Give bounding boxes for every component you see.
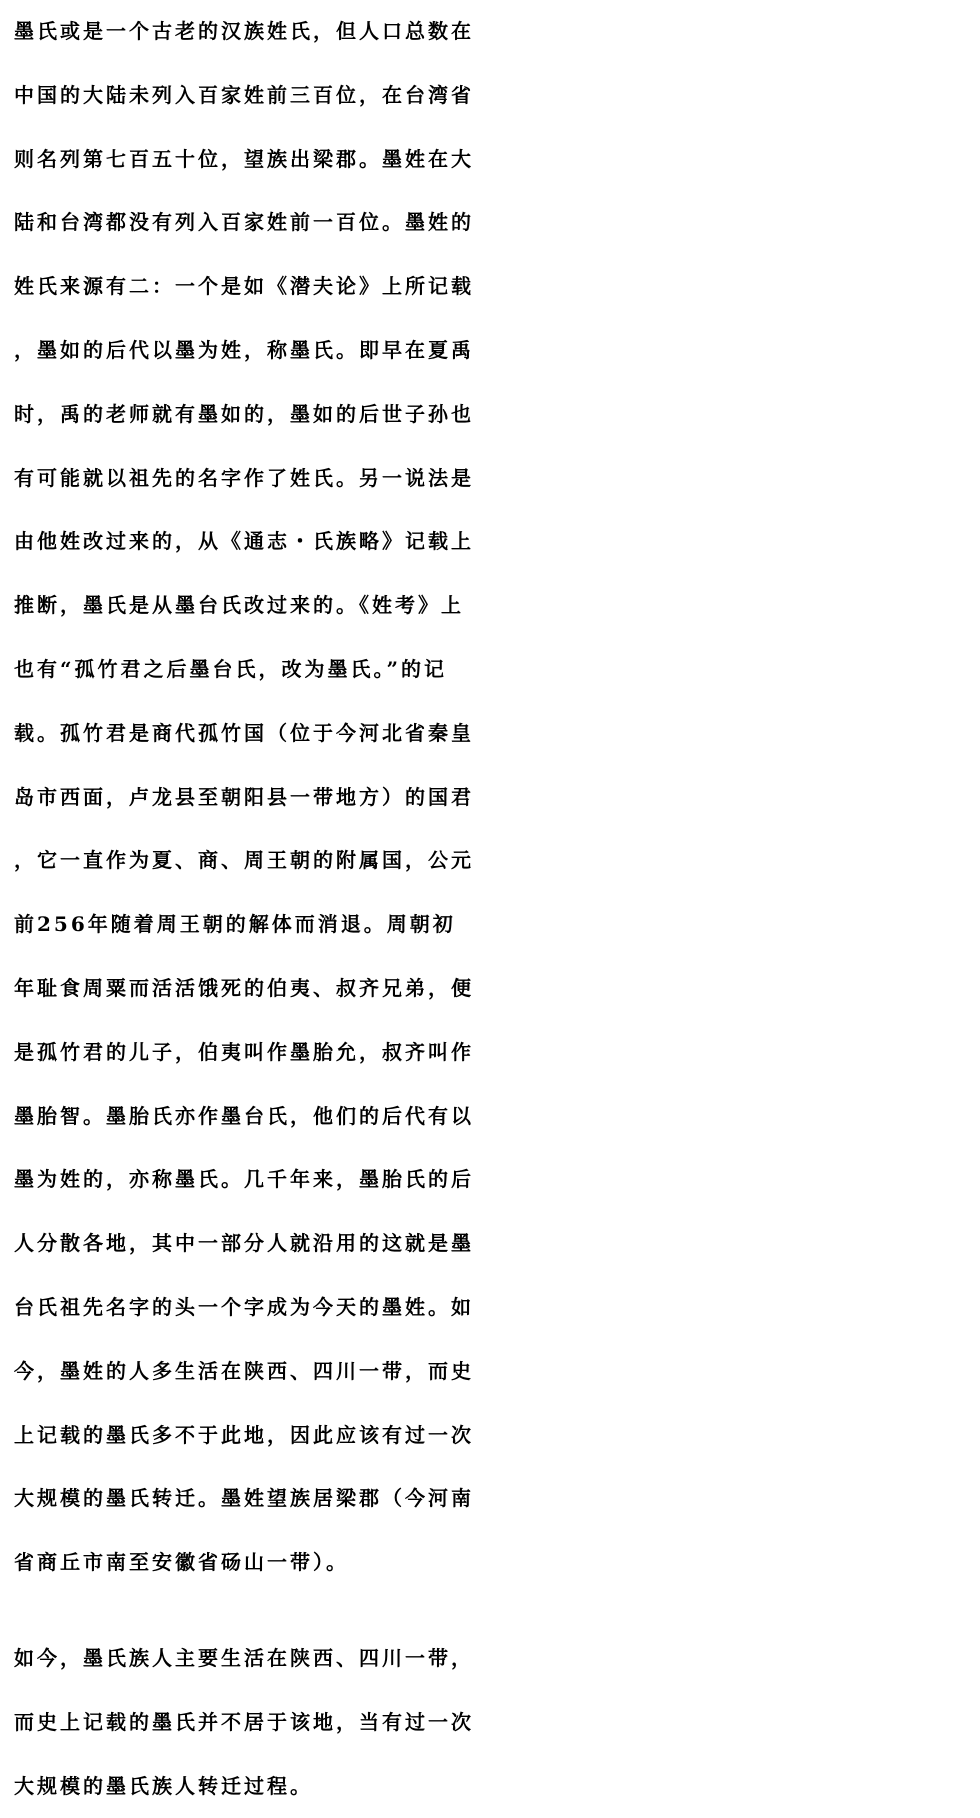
text-line: 前256年随着周王朝的解体而消退。周朝初 xyxy=(14,912,456,937)
text-line: 岛市西面，卢龙县至朝阳县一带地方）的国君 xyxy=(14,784,474,809)
text-line: 陆和台湾都没有列入百家姓前一百位。墨姓的 xyxy=(14,210,474,235)
text-line: 墨氏或是一个古老的汉族姓氏，但人口总数在 xyxy=(14,19,474,43)
text-line: 人分散各地，其中一部分人就沿用的这就是墨 xyxy=(14,1231,474,1256)
text-line: 有可能就以祖先的名字作了姓氏。另一说法是 xyxy=(14,465,474,490)
text-line: 中国的大陆未列入百家姓前三百位，在台湾省 xyxy=(14,82,474,107)
text-line: 姓氏来源有二：一个是如《潜夫论》上所记载 xyxy=(14,274,474,299)
paragraph-origin xyxy=(14,0,974,1595)
text-line: 是孤竹君的儿子，伯夷叫作墨胎允，叔齐叫作 xyxy=(14,1039,474,1064)
text-line: 时，禹的老师就有墨如的，墨如的后世子孙也 xyxy=(14,401,474,426)
text-line: ，墨如的后代以墨为姓，称墨氏。即早在夏禹 xyxy=(14,337,474,362)
text-line: 年耻食周粟而活活饿死的伯夷、叔齐兄弟，便 xyxy=(14,975,474,1000)
text-line: 也有“孤竹君之后墨台氏，改为墨氏。”的记 xyxy=(14,656,448,681)
text-line: 推断，墨氏是从墨台氏改过来的。《姓考》上 xyxy=(14,593,464,618)
text-line: 墨胎智。墨胎氏亦作墨台氏，他们的后代有以 xyxy=(14,1103,474,1128)
text-line: 如今，墨氏族人主要生活在陕西、四川一带， xyxy=(14,1646,474,1670)
text-line: 大规模的墨氏族人转迁过程。 xyxy=(14,1773,313,1798)
text-line: 大规模的墨氏转迁。墨姓望族居梁郡（今河南 xyxy=(14,1486,474,1511)
text-line: 台氏祖先名字的头一个字成为今天的墨姓。如 xyxy=(14,1294,474,1319)
text-line: 省商丘市南至安徽省砀山一带）。 xyxy=(14,1550,349,1575)
text-line: 今，墨姓的人多生活在陕西、四川一带，而史 xyxy=(14,1358,474,1383)
text-line: 上记载的墨氏多不于此地，因此应该有过一次 xyxy=(14,1422,474,1447)
paragraph-current-distribution xyxy=(14,1627,974,1818)
text-line: 墨为姓的，亦称墨氏。几千年来，墨胎氏的后 xyxy=(14,1167,474,1192)
text-line: 则名列第七百五十位，望族出梁郡。墨姓在大 xyxy=(14,146,474,171)
text-line: 由他姓改过来的，从《通志・氏族略》记载上 xyxy=(14,529,474,554)
text-line: ，它一直作为夏、商、周王朝的附属国，公元 xyxy=(14,848,474,873)
text-line: 载。孤竹君是商代孤竹国（位于今河北省秦皇 xyxy=(14,720,474,745)
text-line: 而史上记载的墨氏并不居于该地，当有过一次 xyxy=(14,1709,474,1734)
